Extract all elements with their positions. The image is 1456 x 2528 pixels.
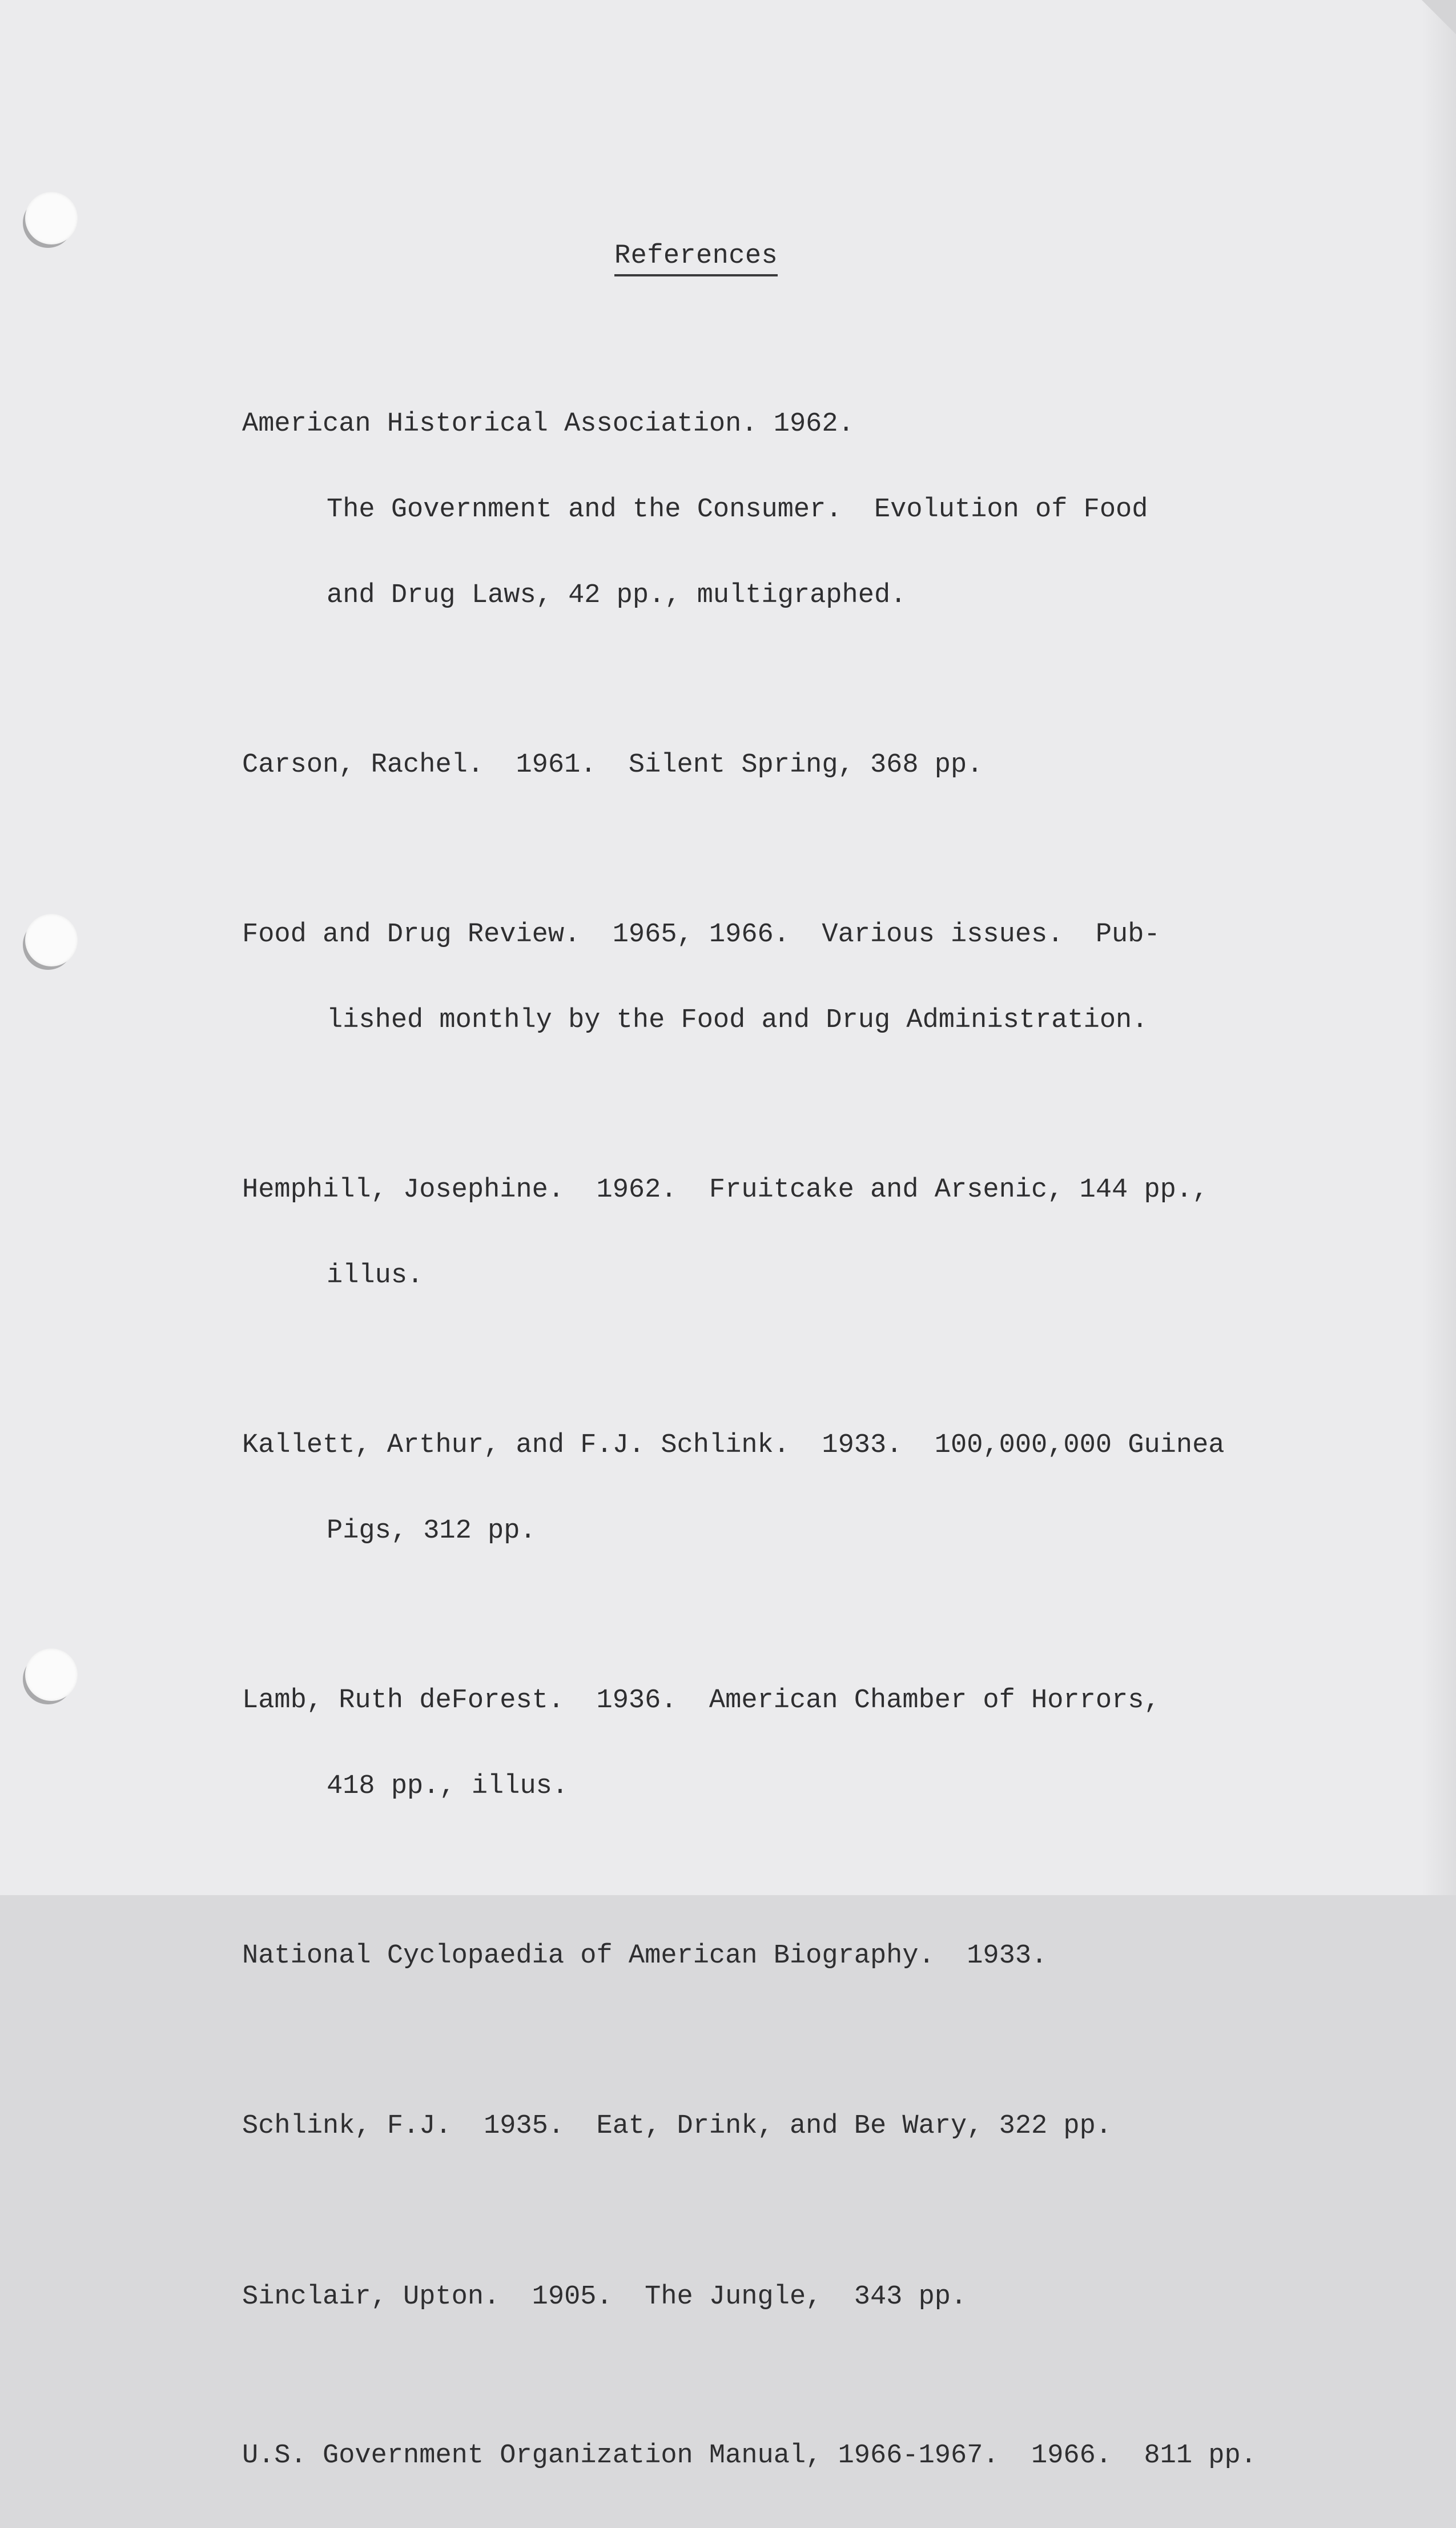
reference-line: Schlink, F.J. 1935. Eat, Drink, and Be Wary, 322 pp. xyxy=(242,2111,1112,2141)
reference-line: Carson, Rachel. 1961. Silent Spring, 368 pp. xyxy=(242,750,983,780)
page-title: References xyxy=(614,240,778,276)
reference-entry xyxy=(242,2226,1418,2369)
reference-entry xyxy=(242,2385,1418,2527)
reference-line: 418 pp., illus. xyxy=(327,1771,569,1801)
reference-entry xyxy=(242,353,1418,667)
reference-line: Pigs, 312 pp. xyxy=(327,1516,536,1546)
reference-line: Food and Drug Review. 1965, 1966. Various issues. Pub- xyxy=(242,920,1160,950)
reference-entry xyxy=(242,1119,1418,1347)
reference-line: National Cyclopaedia of American Biography. 1933. xyxy=(242,1941,1048,1971)
reference-line: and Drug Laws, 42 pp., multigraphed. xyxy=(327,580,907,611)
reference-line: lished monthly by the Food and Drug Administration. xyxy=(327,1005,1148,1036)
reference-entry xyxy=(242,1630,1418,1858)
reference-entry xyxy=(242,694,1418,837)
reference-line: U.S. Government Organization Manual, 1966-1967. 1966. 811 pp. xyxy=(242,2441,1257,2471)
punch-hole-top xyxy=(25,192,78,244)
reference-line: Kallett, Arthur, and F.J. Schlink. 1933. 100,000,000 Guinea xyxy=(242,1430,1225,1460)
reference-entry xyxy=(242,2055,1418,2198)
reference-entry xyxy=(242,864,1418,1092)
punch-hole-bottom xyxy=(25,1648,78,1701)
reference-line: The Government and the Consumer. Evolution of Food xyxy=(327,495,1148,525)
reference-line: Sinclair, Upton. 1905. The Jungle, 343 pp. xyxy=(242,2282,967,2312)
reference-line: American Historical Association. 1962. xyxy=(242,409,854,439)
punch-hole-middle xyxy=(25,914,78,966)
reference-entry xyxy=(242,1374,1418,1603)
reference-entry xyxy=(242,1885,1418,2028)
reference-list xyxy=(242,353,1418,2527)
reference-line: illus. xyxy=(327,1261,424,1291)
folded-corner xyxy=(1422,0,1456,34)
reference-line: Lamb, Ruth deForest. 1936. American Chamber of Horrors, xyxy=(242,1686,1160,1716)
reference-line: Hemphill, Josephine. 1962. Fruitcake and Arsenic, 144 pp., xyxy=(242,1175,1209,1205)
page-edge-shadow xyxy=(1422,0,1456,1895)
